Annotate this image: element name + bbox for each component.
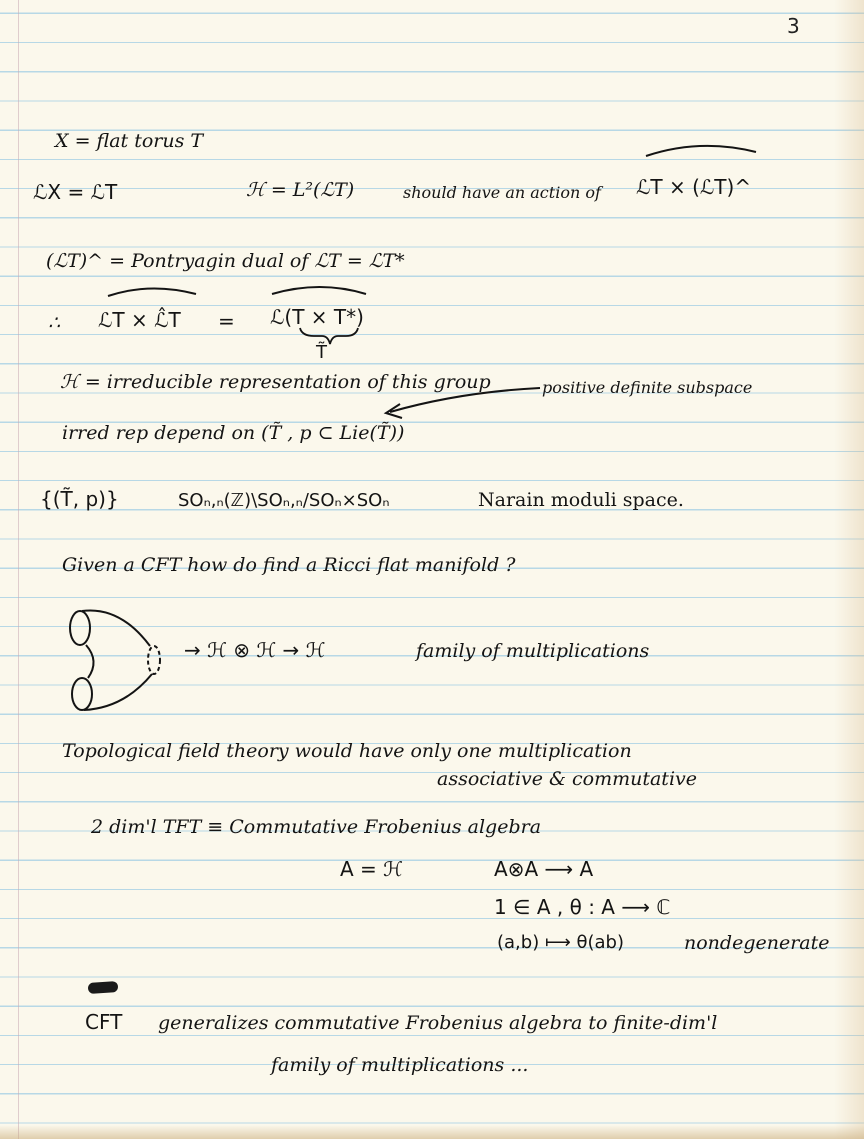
unit-and-trace: 1 ∈ A , θ : A ⟶ ℂ: [494, 895, 671, 919]
a-equals-h: A = ℋ: [340, 857, 403, 881]
family-multiplications-line: family of multiplications ...: [271, 1054, 529, 1076]
pants-input-circle-bottom: [72, 678, 92, 710]
product-group: ℒT × ℒ̂T: [98, 308, 181, 332]
action-text: should have an action of: [403, 183, 601, 202]
overline-product-group: [108, 288, 196, 296]
pontryagin-dual-line: (ℒT)^ = Pontryagin dual of ℒT = ℒT*: [46, 250, 405, 272]
therefore-symbol: ∴: [48, 312, 61, 334]
positive-definite-note: positive definite subspace: [542, 378, 753, 397]
narain-moduli-label: Narain moduli space.: [478, 489, 684, 511]
tft-frobenius-line: 2 dim'l TFT ≡ Commutative Frobenius algebra: [91, 816, 542, 838]
multiplication-map: → ℋ ⊗ ℋ → ℋ: [184, 638, 326, 662]
underbrace-t-tilde: [300, 328, 358, 344]
pants-input-circle-top: [70, 611, 90, 645]
t-tilde-label: T̃: [316, 342, 327, 363]
tensor-map: A⊗A ⟶ A: [494, 857, 594, 881]
moduli-quotient: SOₙ,ₙ(ℤ)\SOₙ,ₙ/SOₙ×SOₙ: [178, 490, 390, 511]
bilinear-form: (a,b) ⟼ θ(ab): [497, 932, 624, 953]
loop-of-product: ℒ(T × T*): [270, 305, 364, 329]
tft-line: Topological field theory would have only one multiplication: [62, 740, 632, 762]
irreducible-rep-line: ℋ = irreducible representation of this group: [60, 371, 491, 393]
overline-loop-product: [272, 287, 366, 294]
nondegenerate-label: nondegenerate: [684, 932, 830, 954]
assoc-commutative: associative & commutative: [437, 768, 697, 790]
equals-sign: =: [218, 309, 235, 333]
hilbert-space-definition: ℋ = L²(ℒT): [246, 179, 355, 201]
arrow-to-positive-subspace: [390, 388, 540, 412]
irred-rep-dependence: irred rep depend on (T̃ , p ⊂ Lie(T̃)): [62, 422, 405, 444]
pair-set: {(T̃, p)}: [40, 487, 119, 511]
pants-output-circle: [148, 646, 160, 674]
pants-waist-boundary: [86, 645, 94, 678]
cft-question: Given a CFT how do find a Ricci flat manifold ?: [62, 554, 516, 576]
pants-lower-boundary: [84, 674, 152, 710]
overline-action-group: [646, 146, 756, 156]
pants-upper-boundary: [82, 610, 150, 646]
line-flat-torus: X = flat torus T: [55, 130, 204, 152]
family-of-multiplications: family of multiplications: [416, 640, 650, 662]
loop-space-equation: ℒX = ℒT: [33, 180, 118, 204]
action-group: ℒT × (ℒT)^: [636, 175, 752, 199]
page-number: 3: [787, 14, 800, 38]
cft-label: CFT: [85, 1010, 123, 1034]
generalizes-line: generalizes commutative Frobenius algebra to finite-dim'l: [158, 1012, 718, 1034]
